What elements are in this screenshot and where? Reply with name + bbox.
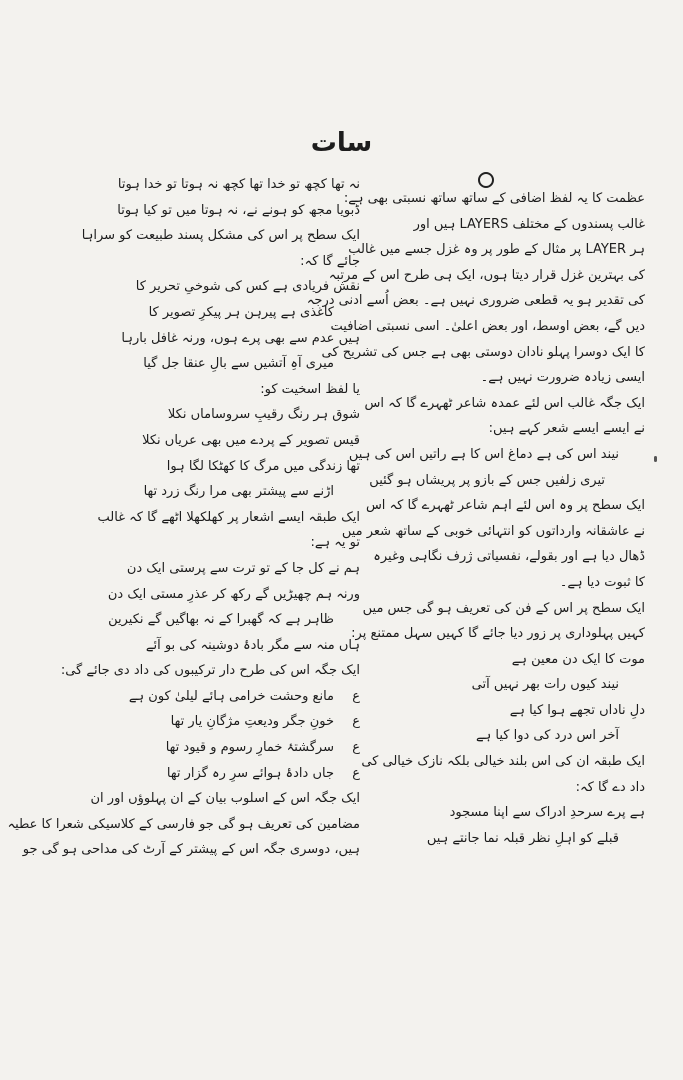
- verse-line: آخر اس درد کی دوا کیا ہے: [476, 728, 619, 744]
- left-text-column: [7, 172, 360, 863]
- verse-line: ہاں منہ سے مگر بادۂ دوشینہ کی بو آئے: [145, 637, 360, 653]
- text-line: ایک جگہ اس کے اسلوب بیان کے ان پہلوؤں اور ان: [90, 791, 360, 807]
- text-line: عظمت کا یہ لفظ اضافی کے ساتھ ساتھ نسبتی بھی ہے:: [343, 191, 645, 206]
- text-line: ایک سطح پر اس کی مشکل پسند طبیعت کو سراہا: [81, 228, 360, 244]
- text-line: کی تقدیر ہو یہ قطعی ضروری نہیں ہے۔ بعض اُسے ادنی درجہ: [306, 293, 645, 309]
- verse-line: موت کا ایک دن معین ہے: [511, 651, 645, 667]
- verse-line: [60, 735, 360, 761]
- verse-line: ڈبویا مجھ کو ہونے نے، نہ ہوتا میں تو کیا ہوتا: [117, 202, 360, 218]
- verse-line: شوق ہر رنگ رقیبِ سروساماں نکلا: [167, 407, 360, 423]
- verse-line: نیند اس کی ہے دماغ اس کا ہے راتیں اس کی ہیں: [348, 446, 619, 462]
- verse-line: تیری زلفیں جس کے بازو پر پریشاں ہو گئیں: [369, 472, 605, 488]
- ink-speck-icon: [654, 456, 657, 462]
- text-line: نے عاشقانہ وارداتوں کو انتہائی خوبی کے ساتھ شعر میں: [341, 523, 645, 539]
- verse-line: نیند کیوں رات بھر نہیں آتی: [471, 677, 619, 693]
- text-line: جائے گا کہ:: [300, 253, 360, 269]
- verse-line: اڑنے سے پیشتر بھی مرا رنگ زرد تھا: [143, 484, 334, 500]
- verse-line: کاغذی ہے پیرہن ہر پیکرِ تصویر کا: [148, 304, 334, 320]
- verse-line: [60, 709, 360, 735]
- verse-line: [60, 684, 360, 710]
- text-line: کہیں پہلوداری پر زور دیا جائے گا کہیں سہل ممتنع پر:: [351, 626, 645, 642]
- verse-line: ظاہر ہے کہ گھبرا کے نہ بھاگیں گے نکیرین: [108, 612, 334, 628]
- verse-line: قیس تصویر کے پردے میں بھی عریاں نکلا: [142, 432, 360, 448]
- verse-line: نہ تھا کچھ تو خدا تھا کچھ نہ ہوتا تو خدا ہوتا: [117, 177, 360, 192]
- text-line: ایک طبقہ ان کی اس بلند خیالی بلکہ نازک خیالی کی: [361, 754, 645, 770]
- verse-line: قبلے کو اہلِ نظر قبلہ نما جانتے ہیں: [426, 830, 619, 846]
- verse-line: ہے پرے سرحدِ ادراک سے اپنا مسجود: [449, 805, 645, 821]
- verse-marker: ع: [352, 688, 360, 704]
- text-line: ہیں، دوسری جگہ اس کے پیشتر کے آرٹ کی مداحی ہو گی جو: [22, 842, 360, 858]
- text-line: ڈھال دیا ہے اور بقولے، نفسیاتی ژرف نگاہی وغیرہ: [373, 549, 645, 565]
- verse-marker: ع: [352, 765, 360, 781]
- verse-line: ہیں عدم سے بھی پرے ہوں، ورنہ غافل بارہا: [121, 330, 360, 346]
- verse-line: دلِ ناداں تجھے ہوا کیا ہے: [509, 702, 645, 718]
- text-line: ہر LAYER پر مثال کے طور پر وہ غزل جسے میں غالب: [348, 242, 645, 258]
- verse-line: ورنہ ہم چھیڑیں گے رکھ کر عذرِ مستی ایک دن: [107, 586, 360, 602]
- verse-line: میری آہِ آتشیں سے بالِ عنقا جل گیا: [143, 356, 334, 372]
- text-line: مضامین کی تعریف ہو گی جو فارسی کے کلاسیکی شعرا کا عطیہ: [7, 816, 360, 832]
- verse-line: [60, 761, 360, 787]
- text-line: ایک جگہ اس کی طرح دار ترکیبوں کی داد دی جائے گی:: [60, 663, 360, 679]
- text-line: ایک سطح پر اس کے فن کی تعریف ہو گی جس میں: [362, 600, 645, 616]
- text-line: ایسی زیادہ ضرورت نہیں ہے۔: [480, 370, 645, 386]
- text-line: کی بہترین غزل قرار دیتا ہوں، ایک ہی طرح اس کے مرتبہ: [328, 267, 645, 283]
- text-line: داد دے گا کہ:: [575, 779, 645, 795]
- verse-text: خونِ جگر ودیعتِ مژگانِ یار تھا: [170, 714, 334, 730]
- text-line: ایک طبقہ ایسے اشعار پر کھلکھلا اٹھے گا کہ غالب: [97, 509, 360, 525]
- verse-line: نقش فریادی ہے کس کی شوخیِ تحریر کا: [135, 279, 360, 295]
- text-line: ایک جگہ غالب اس لئے عمدہ شاعر ٹھہرے گا کہ اس: [364, 395, 645, 411]
- text-line: ایک سطح پر وہ اس لئے اہم شاعر ٹھہرے گا کہ اس: [365, 498, 645, 514]
- text-line: کا ثبوت دیا ہے۔: [559, 574, 645, 590]
- text-line: تو یہ ہے:: [310, 535, 360, 551]
- verse-text: جاں دادۂ ہوائے سرِ رہ گزار تھا: [166, 765, 334, 781]
- text-line: نے ایسے ایسے شعر کہے ہیں:: [488, 421, 645, 437]
- verse-line: تھا زندگی میں مرگ کا کھٹکا لگا ہوا: [166, 458, 360, 474]
- verse-text: مانع وحشت خرامی ہائے لیلیٰ کون ہے: [128, 688, 334, 704]
- text-line: غالب پسندوں کے مختلف LAYERS ہیں اور: [413, 216, 645, 232]
- verse-marker: ع: [352, 714, 360, 730]
- verse-marker: ع: [352, 740, 360, 756]
- text-line: کا ایک دوسرا پہلو نادان دوستی بھی ہے جس کی تشریح کی: [321, 344, 645, 360]
- verse-text: سرگشتۂ خمارِ رسوم و قیود تھا: [165, 740, 334, 756]
- verse-line: ہم نے کل جا کے تو ترت سے پرستی ایک دن: [126, 560, 360, 576]
- page-title: سات: [310, 128, 373, 158]
- text-line: یا لفظ اسخیت کو:: [260, 381, 360, 397]
- text-line: دیں گے، بعض اوسط، اور بعض اعلیٰ۔ اسی نسبتی اضافیت: [330, 318, 645, 334]
